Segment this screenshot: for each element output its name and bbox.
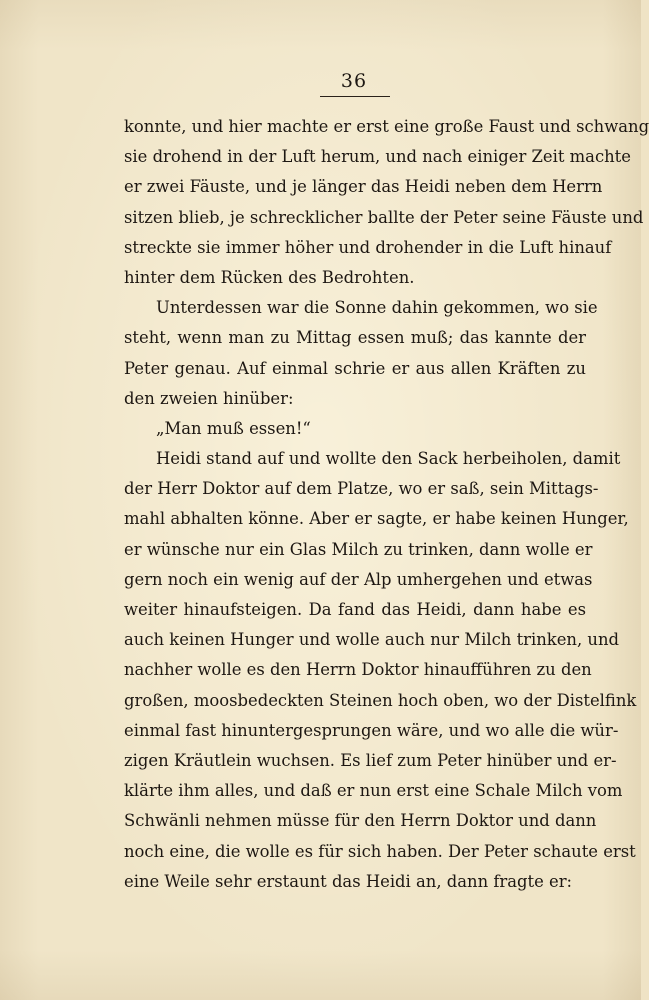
text-line: großen, moosbedeckten Steinen hoch oben, wo der Distelfink <box>124 690 637 710</box>
body-text <box>124 112 649 897</box>
text-line: noch eine, die wolle es für sich haben. Der Peter schaute erst <box>124 841 636 861</box>
text-line: eine Weile sehr erstaunt das Heidi an, dann fragte er: <box>124 871 573 891</box>
text-line: er wünsche nur ein Glas Milch zu trinken, dann wolle er <box>124 539 593 559</box>
text-line: der Herr Doktor auf dem Platze, wo er saß, sein Mittags- <box>124 479 599 499</box>
paragraph <box>124 444 637 897</box>
text-line: zigen Kräutlein wuchsen. Es lief zum Peter hinüber und er- <box>124 750 617 770</box>
paragraph <box>124 414 586 444</box>
text-line: klärte ihm alles, und daß er nun erst eine Schale Milch vom <box>124 781 623 801</box>
text-line: weiter hinaufsteigen. Da fand das Heidi, dann habe es <box>124 600 586 619</box>
text-line: Heidi stand auf und wollte den Sack herbeiholen, damit <box>156 449 621 469</box>
text-line: steht, wenn man zu Mittag essen muß; das kannte der <box>124 328 586 348</box>
text-line: Unterdessen war die Sonne dahin gekommen, wo sie <box>156 298 598 318</box>
text-line: nachher wolle es den Herrn Doktor hinaufführen zu den <box>124 660 592 680</box>
text-line: streckte sie immer höher und drohender in die Luft hinauf <box>124 237 612 257</box>
header-rule <box>320 96 390 97</box>
text-line: gern noch ein wenig auf der Alp umhergehen und etwas <box>124 569 593 589</box>
text-line: hinter dem Rücken des Bedrohten. <box>124 267 415 287</box>
quote-line: „Man muß essen!“ <box>156 418 311 438</box>
text-line: Schwänli nehmen müsse für den Herrn Doktor und dann <box>124 811 597 831</box>
text-line: auch keinen Hunger und wolle auch nur Milch trinken, und <box>124 630 620 650</box>
text-line: mahl abhalten könne. Aber er sagte, er habe keinen Hunger, <box>124 509 629 529</box>
text-line: den zweien hinüber: <box>124 388 294 408</box>
text-line: sie drohend in der Luft herum, und nach einiger Zeit machte <box>124 147 631 167</box>
page-number: 36 <box>340 70 368 92</box>
text-line: konnte, und hier machte er erst eine große Faust und schwang <box>124 117 649 136</box>
text-line: er zwei Fäuste, und je länger das Heidi neben dem Herrn <box>124 177 603 197</box>
text-line: einmal fast hinuntergesprungen wäre, und wo alle die wür- <box>124 720 619 740</box>
paragraph <box>124 112 649 293</box>
text-line: sitzen blieb, je schrecklicher ballte der Peter seine Fäuste und <box>124 207 644 227</box>
paragraph <box>124 293 598 414</box>
text-line: Peter genau. Auf einmal schrie er aus allen Kräften zu <box>124 358 586 378</box>
